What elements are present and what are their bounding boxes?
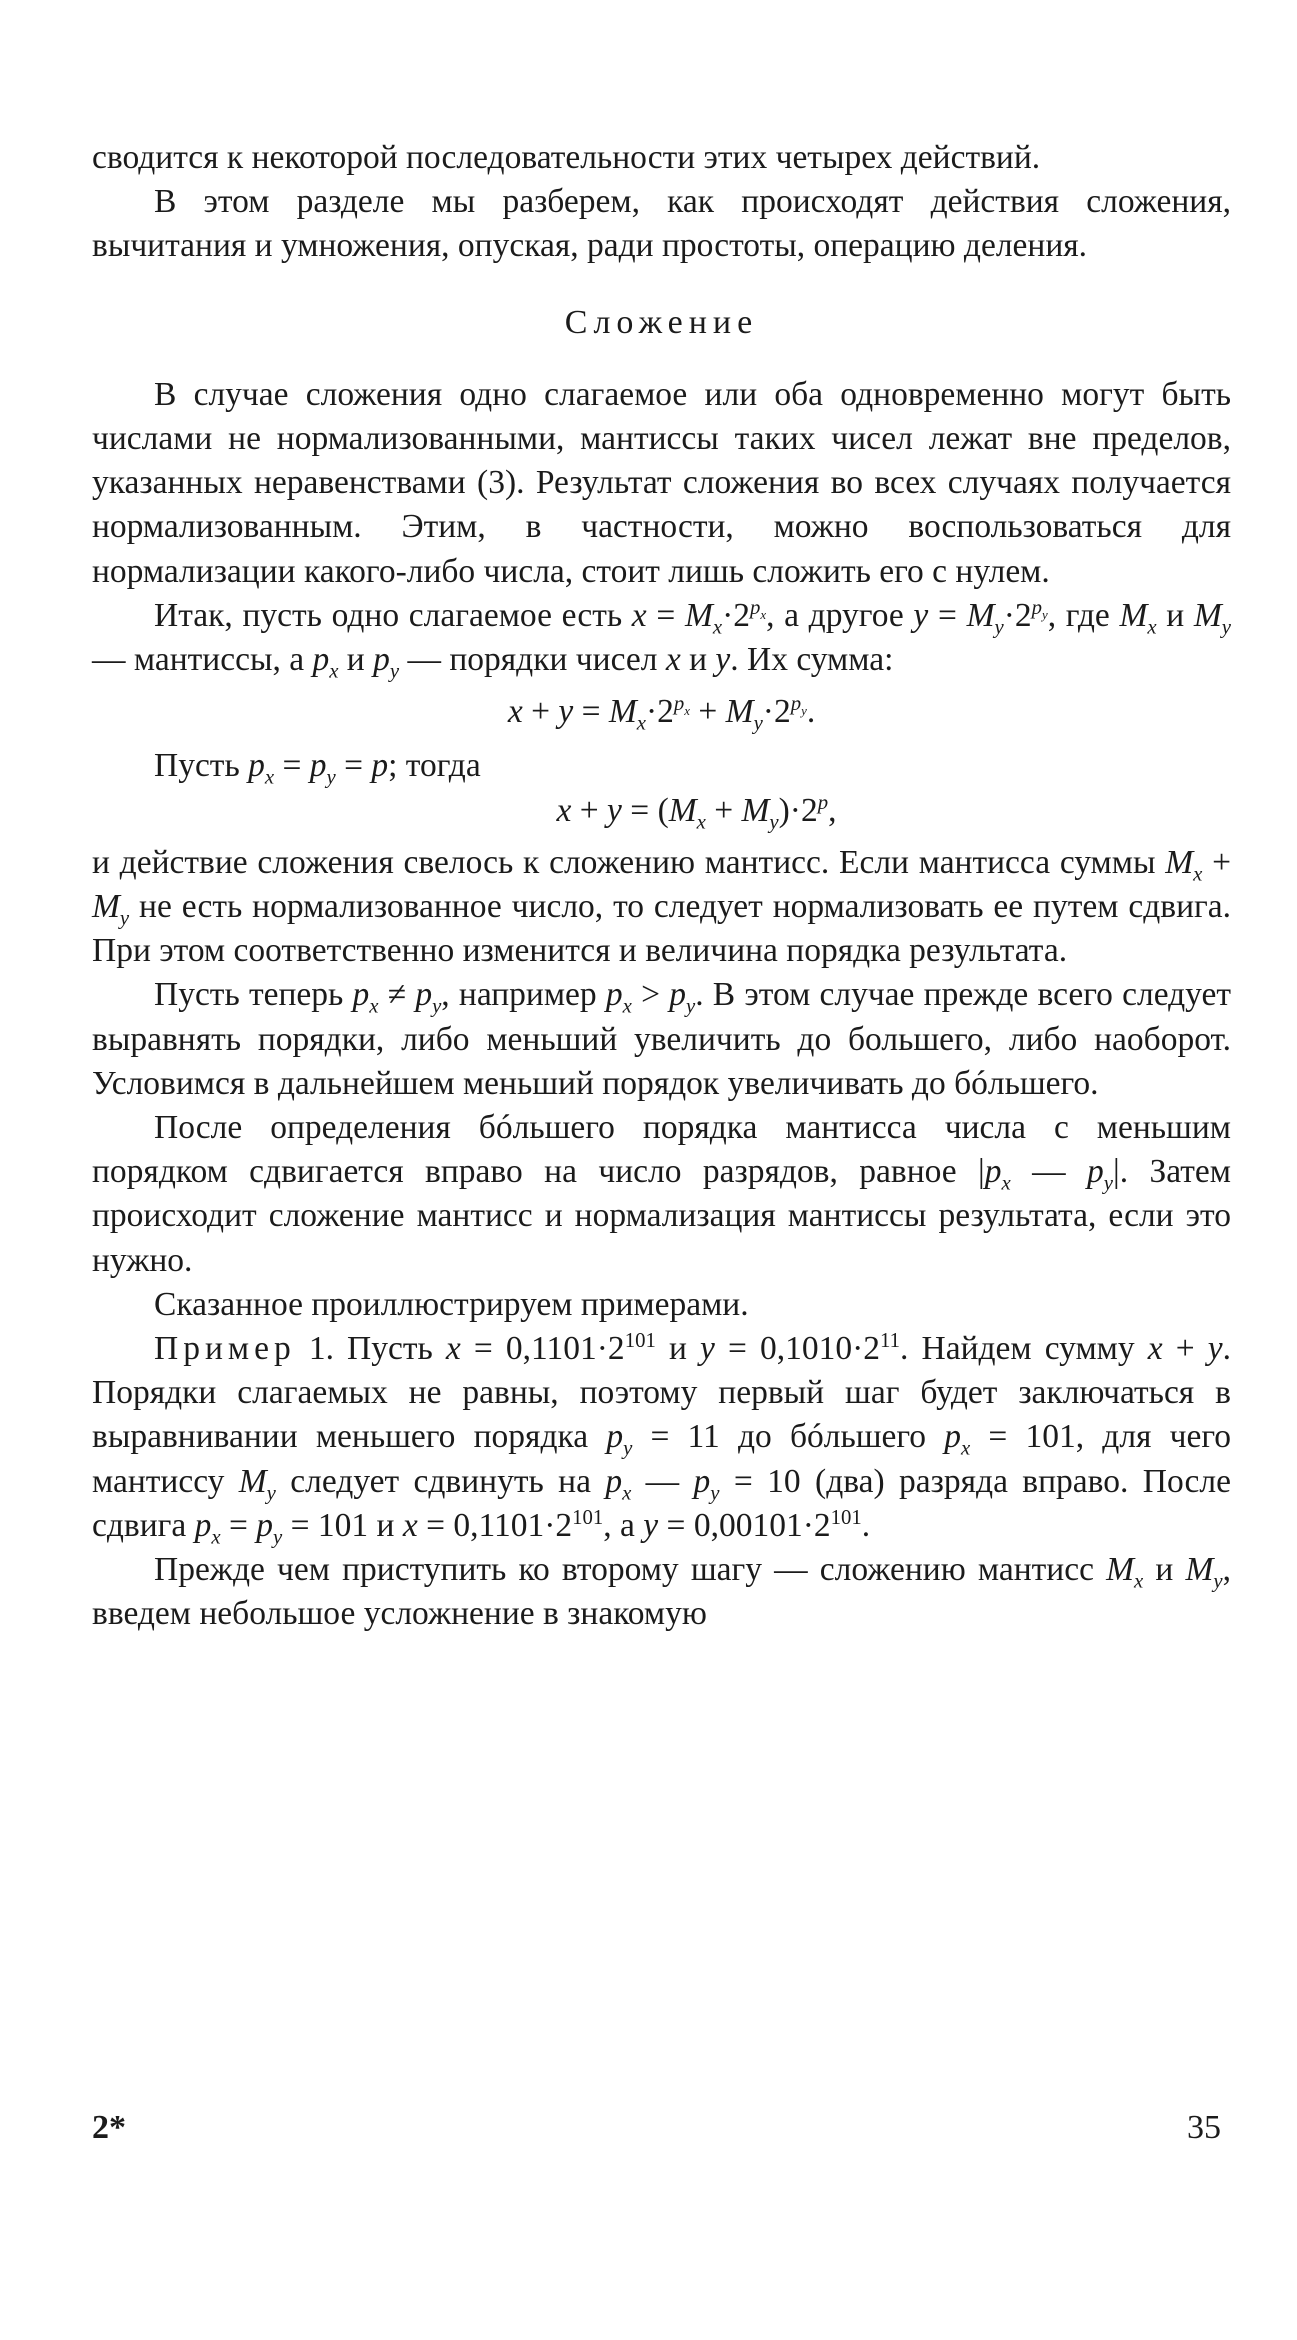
paragraph: В этом разделе мы разберем, как происходят действия сложения, вычитания и умножения, опуская, ради простоты, операцию деления. [92,183,1231,265]
page-body [92,136,1231,1637]
formula: $x + y = M_x\cdot 2^{p_x} + M_y\cdot 2^{p_y}$. [507,692,816,735]
signature-mark: 2* [92,2109,126,2146]
page-footer [92,2106,1231,2156]
paragraph: Пример 1. Пусть $x = 0,1101\cdot 2^{101}$ и $y = 0,1010\cdot 2^{11}$. Найдем сумму x + y. Порядки слагаемых не равны, поэтому первый шаг будет заключаться в выравнивании меньшего порядка $p_y = 11$ до бóльшего $p_x = 101$, для чего мантиссу $M_y$ следует сдвинуть на $p_x$ — $p_y = 10$ (два) разряда вправо. После сдвига $p_x = p_y = 101$ и $x = 0,1101\cdot 2^{101}$, а $y = 0,00101\cdot 2^{101}$. [92,1328,1232,1549]
page-number: 35 [1187,2109,1221,2146]
paragraph: После определения бóльшего порядка мантисса числа с меньшим порядком сдвигается вправо на число разрядов, равное $|p_x$ — $p_y|$. Затем происходит сложение мантисс и нормализация мантиссы результата, если это нужно. [92,1109,1231,1279]
paragraph: Пусть теперь $p_x \ne p_y$, например $p_x > p_y$. В этом случае прежде всего следует выравнять порядки, либо меньший увеличить до большего, либо наоборот. Условимся в дальнейшем меньший порядок увеличивать до бóльшего. [92,976,1231,1102]
paragraph: В случае сложения одно слагаемое или оба одновременно могут быть числами не нормализованными, мантиссы таких чисел лежат вне пределов, указанных неравенствами (3). Результат сложения во всех случаях получается нормализованным. Этим, в частности, можно воспользоваться для нормализации какого-либо числа, стоит лишь сложить его с нулем. [92,375,1231,590]
formula: $x + y = (M_x + M_y)\cdot 2^p$, [556,790,837,834]
paragraph: и действие сложения свелось к сложению мантисс. Если мантисса суммы $M_x + M_y$ не есть нормализованное число, то следует нормализовать ее путем сдвига. При этом соответственно изменится и величина порядка результата. [92,843,1231,970]
paragraph: Итак, пусть одно слагаемое есть $x = M_x\cdot 2^{p_x}$, а другое $y = M_y\cdot 2^{p_y}$, где $M_x$ и $M_y$ — мантиссы, а $p_x$ и $p_y$ — порядки чисел x и y. Их сумма: [92,595,1231,683]
section-heading: Сложение [564,303,759,341]
paragraph: Пусть $p_x = p_y = p$; тогда [154,747,481,790]
paragraph: Прежде чем приступить ко второму шагу — сложению мантисс $M_x$ и $M_y$, введем небольшое усложнение в знакомую [92,1551,1232,1633]
paragraph: сводится к некоторой последовательности этих четырех действий. [92,139,1041,176]
paragraph: Сказанное проиллюстрируем примерами. [154,1285,749,1323]
